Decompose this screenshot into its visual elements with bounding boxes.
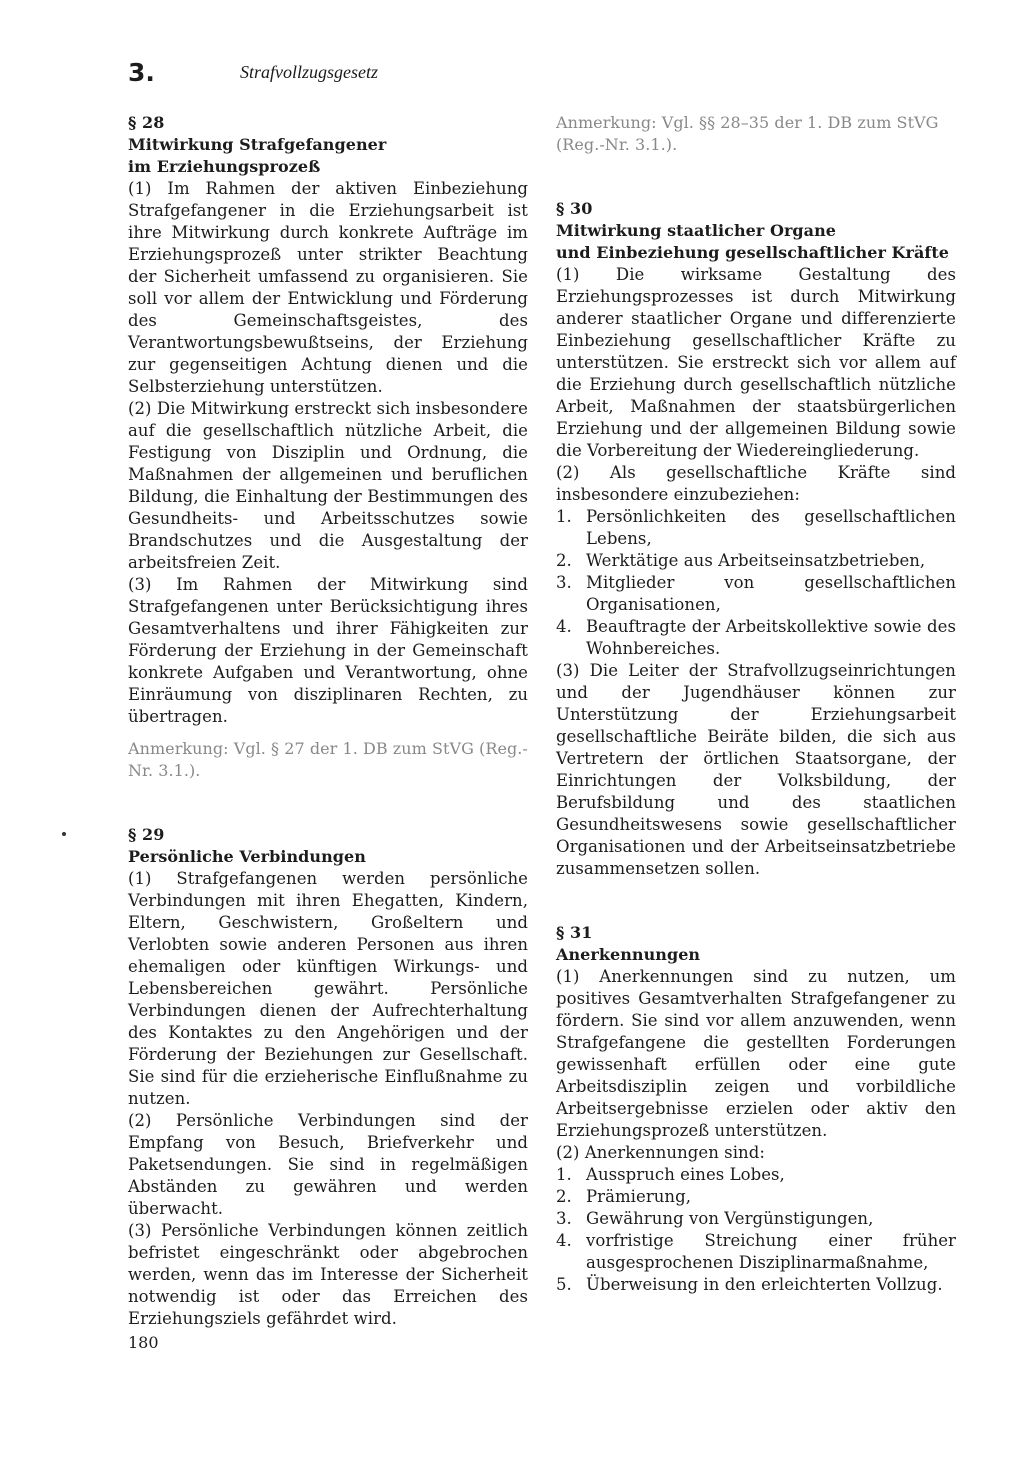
list-item: 2. Prämierung, xyxy=(556,1187,692,1206)
paragraph: (1) Im Rahmen der aktiven Einbeziehung Strafgefangener in die Erziehungsarbeit ist ihre Mitwirkung durch konkrete Aufträge im Erziehungsprozeß unter strikter Beachtung der Sicherheit umfassend zu organisieren. Sie soll vor allem der Entwicklung und Förderung des Gemeinschaftsgeistes, des Verantwortungsbewußtseins, der Erziehung zur gegenseitigen Achtung dienen und die Selbsterziehung unterstützen. xyxy=(128,179,528,396)
annotation-note: Anmerkung: Vgl. § 27 der 1. DB zum StVG (Reg.-Nr. 3.1.). xyxy=(128,739,528,780)
paragraph: (3) Die Leiter der Strafvollzugseinrichtungen und der Jugendhäuser können zur Unterstützung der Erziehungsarbeit gesellschaftliche Beiräte bilden, die sich aus Vertretern der örtlichen Staatsorgane, der Einrichtungen der Volksbildung, der Berufsbildung und des staatlichen Gesundheitswesens sowie gesellschaftlicher Organisationen und der Arbeitseinsatzbetriebe zusammensetzen sollen. xyxy=(556,661,956,878)
section-title-line-2: und Einbeziehung gesellschaftlicher Kräfte xyxy=(556,243,949,262)
section-29 xyxy=(128,824,528,1330)
paragraph: (2) Die Mitwirkung erstreckt sich insbesondere auf die gesellschaftlich nützliche Arbeit, die Festigung von Disziplin und Ordnung, die Maßnahmen der allgemeinen und beruflichen Bildung, die Einhaltung der Bestimmungen des Gesundheits- und Arbeitsschutzes sowie Brandschutzes und die Ausgestaltung der arbeitsfreien Zeit. xyxy=(128,399,528,572)
paragraph: (1) Strafgefangenen werden persönliche Verbindungen mit ihren Ehegatten, Kindern, Eltern, Geschwistern, Großeltern und Verlobten sowie anderen Personen aus ihren ehemaligen oder künftigen Wirkungs- und Lebensbereichen gewährt. Persönliche Verbindungen dienen der Aufrechterhaltung des Kontaktes zu den Angehörigen und der Förderung der Beziehungen zur Gesellschaft. Sie sind für die erzieherische Einflußnahme zu nutzen. xyxy=(128,869,528,1108)
paragraph: (1) Anerkennungen sind zu nutzen, um positives Gesamtverhalten Strafgefangener zu fördern. Sie sind vor allem anzuwenden, wenn Strafgefangene die gestellten Forderungen gewissenhaft erfüllen oder eine gute Arbeitsdisziplin zeigen und vorbildliche Arbeitsergebnisse erzielen oder aktiv den Erziehungsprozeß unterstützen. xyxy=(556,967,956,1140)
section-28 xyxy=(128,112,528,782)
paragraph: (1) Die wirksame Gestaltung des Erziehungsprozesses ist durch Mitwirkung anderer staatlicher Organe und differenzierte Einbeziehung gesellschaftlicher Kräfte zu unterstützen. Sie erstreckt sich vor allem auf die Erziehung durch gesellschaftlich nützliche Arbeit, Maßnahmen der staatsbürgerlichen Erziehung und der allgemeinen Bildung sowie die Vorbereitung der Wiedereingliederung. xyxy=(556,265,956,460)
chapter-number: 3. xyxy=(128,58,155,87)
section-title: Persönliche Verbindungen xyxy=(128,847,366,866)
stray-mark xyxy=(62,832,66,836)
paragraph: (2) Anerkennungen sind: xyxy=(556,1143,765,1162)
section-title: Anerkennungen xyxy=(556,945,701,964)
enumerated-list xyxy=(556,506,956,660)
paragraph: (3) Persönliche Verbindungen können zeitlich befristet eingeschränkt oder abgebrochen werden, wenn das im Interesse der Sicherheit notwendig ist oder das Erreichen des Erziehungsziels gefährdet wird. xyxy=(128,1221,528,1328)
list-item: 1. Persönlichkeiten des gesellschaftlichen Lebens, xyxy=(556,507,956,548)
section-number: § 28 xyxy=(128,113,165,132)
paragraph: (3) Im Rahmen der Mitwirkung sind Strafgefangenen unter Berücksichtigung ihres Gesamtverhaltens und ihrer Fähigkeiten zur Förderung der Erziehung in der Gemeinschaft konkrete Aufgaben und Verantwortung, ohne Einräumung von disziplinaren Rechten, zu übertragen. xyxy=(128,575,528,726)
section-title-line-2: im Erziehungsprozeß xyxy=(128,157,321,176)
section-31 xyxy=(556,922,956,1296)
section-number: § 31 xyxy=(556,923,593,942)
list-item: 4. vorfristige Streichung einer früher ausgesprochenen Disziplinarmaßnahme, xyxy=(556,1231,956,1272)
paragraph: (2) Als gesellschaftliche Kräfte sind insbesondere einzubeziehen: xyxy=(556,463,956,504)
running-title: Strafvollzugsgesetz xyxy=(240,62,378,82)
list-item: 3. Gewährung von Vergünstigungen, xyxy=(556,1209,874,1228)
section-30 xyxy=(556,198,956,880)
list-item: 2. Werktätige aus Arbeitseinsatzbetrieben, xyxy=(556,551,926,570)
section-title-line-1: Mitwirkung Strafgefangener xyxy=(128,135,387,154)
list-item: 4. Beauftragte der Arbeitskollektive sowie des Wohnbereiches. xyxy=(556,617,956,658)
left-column xyxy=(128,112,528,1330)
enumerated-list xyxy=(556,1164,956,1296)
section-number: § 29 xyxy=(128,825,165,844)
paragraph: (2) Persönliche Verbindungen sind der Empfang von Besuch, Briefverkehr und Paketsendungen. Sie sind in regelmäßigen Abständen zu gewähren und werden überwacht. xyxy=(128,1111,528,1218)
section-number: § 30 xyxy=(556,199,593,218)
right-column xyxy=(556,112,956,1296)
list-item: 5. Überweisung in den erleichterten Vollzug. xyxy=(556,1275,943,1294)
section-title-line-1: Mitwirkung staatlicher Organe xyxy=(556,221,836,240)
annotation-note: Anmerkung: Vgl. §§ 28–35 der 1. DB zum StVG (Reg.-Nr. 3.1.). xyxy=(556,113,939,154)
list-item: 3. Mitglieder von gesellschaftlichen Organisationen, xyxy=(556,573,956,614)
page-number: 180 xyxy=(128,1333,159,1352)
list-item: 1. Ausspruch eines Lobes, xyxy=(556,1165,785,1184)
